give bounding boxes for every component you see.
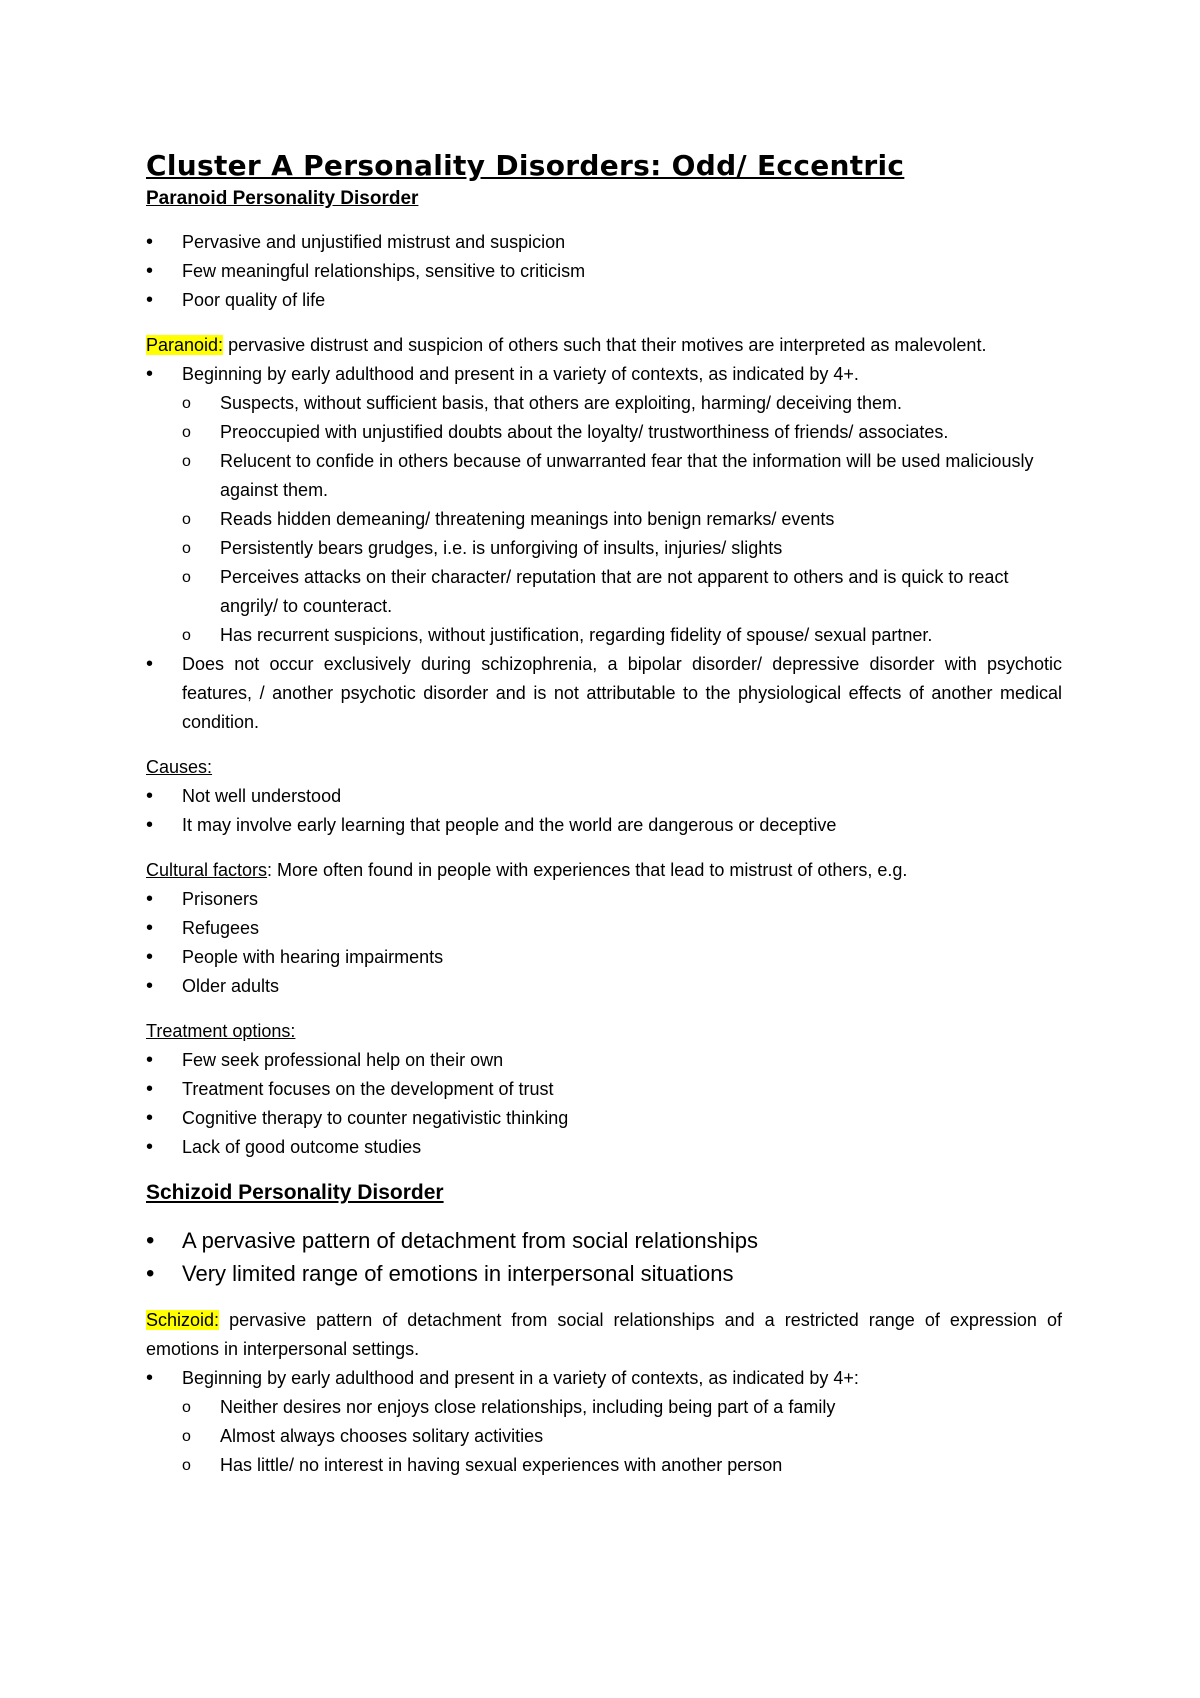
sub-list-item: o Persistently bears grudges, i.e. is unforgiving of insults, injuries/ slights xyxy=(182,534,1062,563)
list-item: • Poor quality of life xyxy=(146,286,1062,315)
schizoid-term-highlight: Schizoid: xyxy=(146,1310,220,1330)
list-item: • Prisoners xyxy=(146,885,1062,914)
sub-bullet-glyph: o xyxy=(182,424,191,441)
schizoid-definition xyxy=(146,1306,1062,1364)
sub-list-item: o Has little/ no interest in having sexual experiences with another person xyxy=(182,1451,1062,1480)
document-page xyxy=(146,148,1062,1480)
sub-list-item: o Neither desires nor enjoys close relationships, including being part of a family xyxy=(182,1393,1062,1422)
paranoid-heading: Paranoid Personality Disorder xyxy=(146,188,419,209)
sub-list-item: o Preoccupied with unjustified doubts about the loyalty/ trustworthiness of friends/ associates. xyxy=(182,418,1062,447)
list-item: • Pervasive and unjustified mistrust and suspicion xyxy=(146,228,1062,257)
list-item: • Older adults xyxy=(146,972,1062,1001)
schizoid-subcriteria xyxy=(182,1393,1062,1480)
list-item: • Very limited range of emotions in interpersonal situations xyxy=(146,1257,1062,1290)
list-item: • People with hearing impairments xyxy=(146,943,1062,972)
sub-list-item: o Perceives attacks on their character/ reputation that are not apparent to others and is quick to react angrily/ to counteract. xyxy=(182,563,1062,621)
schizoid-summary-list xyxy=(146,1224,1062,1290)
list-item: • A pervasive pattern of detachment from social relationships xyxy=(146,1224,1062,1257)
paranoid-term-highlight: Paranoid: xyxy=(146,335,224,355)
sub-list-item: o Relucent to confide in others because of unwarranted fear that the information will be used maliciously against them. xyxy=(182,447,1062,505)
list-item: • Not well understood xyxy=(146,782,1062,811)
causes-list xyxy=(146,782,1062,840)
sub-bullet-glyph: o xyxy=(182,1428,191,1445)
sub-list-item: o Suspects, without sufficient basis, that others are exploiting, harming/ deceiving them. xyxy=(182,389,1062,418)
paranoid-criteria-list xyxy=(146,360,1062,737)
sub-bullet-glyph: o xyxy=(182,511,191,528)
list-item: • Few seek professional help on their own xyxy=(146,1046,1062,1075)
paranoid-definition-text: pervasive distrust and suspicion of others such that their motives are interpreted as malevolent. xyxy=(223,335,987,355)
list-item: • Refugees xyxy=(146,914,1062,943)
schizoid-definition-text: pervasive pattern of detachment from social relationships and a restricted range of expression of emotions in interpersonal settings. xyxy=(146,1310,1062,1359)
treatment-list xyxy=(146,1046,1062,1162)
sub-bullet-glyph: o xyxy=(182,569,191,586)
sub-bullet-glyph: o xyxy=(182,540,191,557)
schizoid-criteria-list xyxy=(146,1364,1062,1480)
schizoid-heading: Schizoid Personality Disorder xyxy=(146,1181,444,1204)
sub-bullet-glyph: o xyxy=(182,1399,191,1416)
cultural-factors-label: Cultural factors xyxy=(146,860,268,880)
list-item: • Cognitive therapy to counter negativistic thinking xyxy=(146,1104,1062,1133)
list-item xyxy=(146,360,1062,650)
cultural-factors-line xyxy=(146,856,1062,885)
criteria-intro: Beginning by early adulthood and present in a variety of contexts, as indicated by 4+. xyxy=(182,364,859,384)
sub-bullet-glyph: o xyxy=(182,395,191,412)
sub-bullet-glyph: o xyxy=(182,1457,191,1474)
sub-bullet-glyph: o xyxy=(182,453,191,470)
sub-list-item: o Reads hidden demeaning/ threatening meanings into benign remarks/ events xyxy=(182,505,1062,534)
paranoid-definition xyxy=(146,331,1062,360)
paranoid-summary-list xyxy=(146,228,1062,315)
list-item xyxy=(146,1364,1062,1480)
criteria-intro: Beginning by early adulthood and present in a variety of contexts, as indicated by 4+: xyxy=(182,1368,859,1388)
paranoid-subcriteria xyxy=(182,389,1062,650)
list-item: • Treatment focuses on the development of trust xyxy=(146,1075,1062,1104)
list-item: • Lack of good outcome studies xyxy=(146,1133,1062,1162)
sub-bullet-glyph: o xyxy=(182,627,191,644)
cultural-factors-text: : More often found in people with experiences that lead to mistrust of others, e.g. xyxy=(267,860,908,880)
list-item: • Few meaningful relationships, sensitive to criticism xyxy=(146,257,1062,286)
list-item: • Does not occur exclusively during schizophrenia, a bipolar disorder/ depressive disorder with psychotic features, / another psychotic disorder and is not attributable to the physiological effects of another medical condition. xyxy=(146,650,1062,737)
page-title: Cluster A Personality Disorders: Odd/ Eccentric xyxy=(146,149,905,182)
sub-list-item: o Has recurrent suspicions, without justification, regarding fidelity of spouse/ sexual partner. xyxy=(182,621,1062,650)
cultural-factors-list xyxy=(146,885,1062,1001)
sub-list-item: o Almost always chooses solitary activities xyxy=(182,1422,1062,1451)
list-item: • It may involve early learning that people and the world are dangerous or deceptive xyxy=(146,811,1062,840)
treatment-label: Treatment options: xyxy=(146,1021,296,1041)
causes-label: Causes: xyxy=(146,757,213,777)
